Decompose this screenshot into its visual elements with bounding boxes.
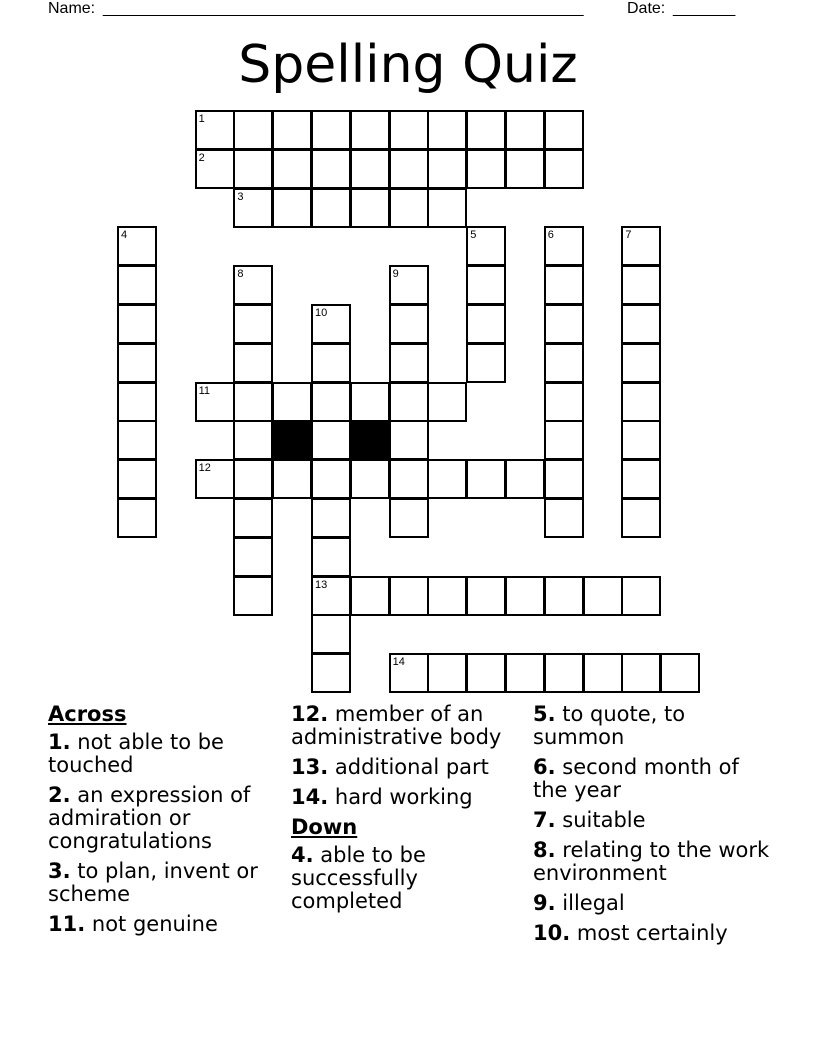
clue-number-label: 7.	[533, 808, 556, 832]
clue-text: an expression of admiration or congratulations	[48, 783, 251, 853]
grid-cell[interactable]	[117, 459, 157, 499]
clue-number-label: 13.	[291, 755, 329, 779]
grid-cell[interactable]	[311, 459, 351, 499]
clue-number: 7	[625, 229, 632, 242]
clues-column-2	[291, 703, 531, 920]
grid-cell[interactable]	[621, 653, 661, 693]
clue-text: able to be successfully completed	[291, 843, 426, 913]
clue-text: second month of the year	[533, 755, 739, 802]
grid-cell[interactable]	[427, 110, 467, 150]
clue-number-label: 10.	[533, 921, 571, 945]
clue-item	[533, 892, 773, 915]
clue-number: 4	[121, 229, 128, 242]
clue-text: to plan, invent or scheme	[48, 859, 258, 906]
grid-cell[interactable]	[427, 459, 467, 499]
grid-cell[interactable]	[544, 149, 584, 189]
grid-cell[interactable]	[117, 343, 157, 383]
clue-number-label: 14.	[291, 785, 329, 809]
grid-cell[interactable]	[311, 304, 351, 344]
clue-text: suitable	[555, 808, 646, 832]
grid-cell[interactable]	[311, 343, 351, 383]
clue-number-label: 5.	[533, 702, 556, 726]
grid-cell[interactable]	[466, 653, 506, 693]
grid-cell[interactable]	[311, 188, 351, 228]
grid-cell[interactable]	[311, 420, 351, 460]
grid-cell[interactable]	[466, 304, 506, 344]
date-label: Date:	[627, 0, 666, 17]
grid-cell[interactable]	[505, 110, 545, 150]
grid-cell[interactable]	[233, 459, 273, 499]
clue-number: 9	[392, 268, 399, 281]
across-clue-list-continued	[291, 703, 531, 809]
grid-cell[interactable]	[117, 304, 157, 344]
grid-cell[interactable]	[621, 420, 661, 460]
clue-number: 11	[198, 384, 211, 397]
grid-cell[interactable]	[311, 576, 351, 616]
grid-cell[interactable]	[544, 343, 584, 383]
down-clue-list-continued	[533, 703, 773, 945]
clue-number-label: 1.	[48, 730, 71, 754]
grid-cell[interactable]	[311, 110, 351, 150]
grid-cell[interactable]	[117, 420, 157, 460]
grid-cell[interactable]	[621, 343, 661, 383]
grid-cell[interactable]	[544, 420, 584, 460]
grid-cell[interactable]	[544, 265, 584, 305]
black-square	[272, 420, 312, 460]
down-clue-list	[291, 844, 531, 913]
clue-number: 10	[315, 307, 328, 319]
clues-column-3	[533, 703, 773, 952]
grid-cell[interactable]	[272, 149, 312, 189]
clues-column-1	[48, 703, 278, 943]
clue-number: 13	[315, 578, 328, 591]
grid-cell[interactable]	[389, 653, 429, 693]
grid-cell[interactable]	[389, 110, 429, 150]
clue-text: to quote, to summon	[533, 702, 686, 749]
grid-cell[interactable]	[233, 304, 273, 344]
clue-number-label: 4.	[291, 843, 314, 867]
grid-cell[interactable]	[505, 149, 545, 189]
clue-item	[48, 731, 278, 777]
grid-cell[interactable]	[233, 498, 273, 538]
grid-cell[interactable]	[233, 576, 273, 616]
grid-cell[interactable]	[311, 537, 351, 577]
date-line[interactable]: _______	[673, 0, 736, 17]
clue-item	[291, 756, 531, 779]
grid-cell[interactable]	[621, 265, 661, 305]
grid-cell[interactable]	[427, 653, 467, 693]
clue-number-label: 6.	[533, 755, 556, 779]
grid-cell[interactable]	[389, 420, 429, 460]
clue-item	[533, 809, 773, 832]
grid-cell[interactable]	[544, 304, 584, 344]
grid-cell[interactable]	[544, 498, 584, 538]
clue-item	[291, 786, 531, 809]
grid-cell[interactable]	[389, 343, 429, 383]
clue-text: illegal	[555, 891, 625, 915]
grid-cell[interactable]	[311, 382, 351, 422]
down-heading: Down	[291, 815, 358, 839]
clue-text: relating to the work environment	[533, 838, 770, 885]
grid-cell[interactable]	[311, 614, 351, 654]
clue-number-label: 8.	[533, 838, 556, 862]
clue-number: 14	[392, 656, 405, 669]
grid-cell[interactable]	[272, 188, 312, 228]
grid-cell[interactable]	[350, 576, 390, 616]
grid-cell[interactable]	[621, 304, 661, 344]
clue-number: 12	[198, 462, 211, 475]
clue-number: 6	[547, 229, 554, 242]
grid-cell[interactable]	[544, 110, 584, 150]
grid-cell[interactable]	[272, 110, 312, 150]
clue-text: member of an administrative body	[291, 702, 502, 749]
clue-item	[533, 922, 773, 945]
grid-cell[interactable]	[389, 149, 429, 189]
across-clue-list	[48, 731, 278, 936]
grid-cell[interactable]	[544, 653, 584, 693]
clue-text: not able to be touched	[48, 730, 224, 777]
grid-cell[interactable]	[621, 498, 661, 538]
clue-item	[48, 860, 278, 906]
grid-cell[interactable]	[350, 382, 390, 422]
grid-cell[interactable]	[311, 149, 351, 189]
grid-cell[interactable]	[427, 576, 467, 616]
clue-item	[48, 784, 278, 853]
grid-cell[interactable]	[233, 537, 273, 577]
clue-number-label: 12.	[291, 702, 329, 726]
grid-cell[interactable]	[583, 653, 623, 693]
grid-cell[interactable]	[389, 188, 429, 228]
grid-cell[interactable]	[466, 343, 506, 383]
clue-item	[533, 703, 773, 749]
grid-cell[interactable]	[350, 188, 390, 228]
clue-item	[291, 844, 531, 913]
grid-cell[interactable]	[350, 459, 390, 499]
clue-number: 2	[198, 151, 205, 164]
grid-cell[interactable]	[233, 420, 273, 460]
grid-cell[interactable]	[466, 226, 506, 266]
grid-cell[interactable]	[466, 576, 506, 616]
grid-cell[interactable]	[311, 653, 351, 693]
grid-cell[interactable]	[466, 459, 506, 499]
grid-cell[interactable]	[505, 459, 545, 499]
grid-cell[interactable]	[117, 226, 157, 266]
grid-cell[interactable]	[544, 459, 584, 499]
grid-cell[interactable]	[195, 149, 235, 189]
across-heading: Across	[48, 702, 127, 726]
grid-cell[interactable]	[389, 304, 429, 344]
grid-cell[interactable]	[427, 382, 467, 422]
grid-cell[interactable]	[350, 110, 390, 150]
grid-cell[interactable]	[389, 498, 429, 538]
grid-cell[interactable]	[505, 653, 545, 693]
grid-cell[interactable]	[427, 188, 467, 228]
grid-cell[interactable]	[544, 382, 584, 422]
clue-text: not genuine	[85, 912, 218, 936]
clue-number-label: 3.	[48, 859, 71, 883]
grid-cell[interactable]	[117, 498, 157, 538]
grid-cell[interactable]	[195, 459, 235, 499]
page-title: Spelling Quiz	[238, 35, 578, 95]
black-square	[350, 420, 390, 460]
name-line[interactable]: ______________________________________________________	[103, 0, 584, 17]
grid-cell[interactable]	[427, 149, 467, 189]
grid-cell[interactable]	[350, 149, 390, 189]
clue-number: 1	[198, 113, 205, 125]
grid-cell[interactable]	[195, 382, 235, 422]
grid-cell[interactable]	[621, 576, 661, 616]
grid-cell[interactable]	[660, 653, 700, 693]
grid-cell[interactable]	[233, 265, 273, 305]
clue-item	[291, 703, 531, 749]
clue-item	[48, 913, 278, 936]
grid-cell[interactable]	[117, 265, 157, 305]
grid-cell[interactable]	[544, 226, 584, 266]
name-label: Name:	[48, 0, 96, 17]
grid-cell[interactable]	[389, 576, 429, 616]
clue-text: hard working	[328, 785, 473, 809]
clue-text: additional part	[328, 755, 489, 779]
clue-text: most certainly	[570, 921, 728, 945]
grid-cell[interactable]	[389, 459, 429, 499]
grid-cell[interactable]	[195, 110, 235, 150]
clue-number: 8	[237, 268, 244, 281]
clue-number-label: 11.	[48, 912, 86, 936]
grid-cell[interactable]	[621, 382, 661, 422]
clue-number: 5	[470, 229, 477, 242]
clue-number: 3	[237, 190, 244, 203]
grid-cell[interactable]	[544, 576, 584, 616]
grid-cell[interactable]	[117, 382, 157, 422]
clue-item	[533, 756, 773, 802]
grid-cell[interactable]	[272, 382, 312, 422]
clue-number-label: 2.	[48, 783, 71, 807]
grid-cell[interactable]	[233, 110, 273, 150]
clue-item	[533, 839, 773, 885]
grid-cell[interactable]	[233, 382, 273, 422]
grid-cell[interactable]	[233, 188, 273, 228]
grid-cell[interactable]	[583, 576, 623, 616]
grid-cell[interactable]	[466, 110, 506, 150]
grid-cell[interactable]	[621, 226, 661, 266]
grid-cell[interactable]	[466, 149, 506, 189]
grid-cell[interactable]	[505, 576, 545, 616]
grid-cell[interactable]	[466, 265, 506, 305]
grid-cell[interactable]	[311, 498, 351, 538]
grid-cell[interactable]	[621, 459, 661, 499]
grid-cell[interactable]	[233, 343, 273, 383]
grid-cell[interactable]	[389, 265, 429, 305]
grid-cell[interactable]	[272, 459, 312, 499]
grid-cell[interactable]	[389, 382, 429, 422]
grid-cell[interactable]	[233, 149, 273, 189]
clue-number-label: 9.	[533, 891, 556, 915]
